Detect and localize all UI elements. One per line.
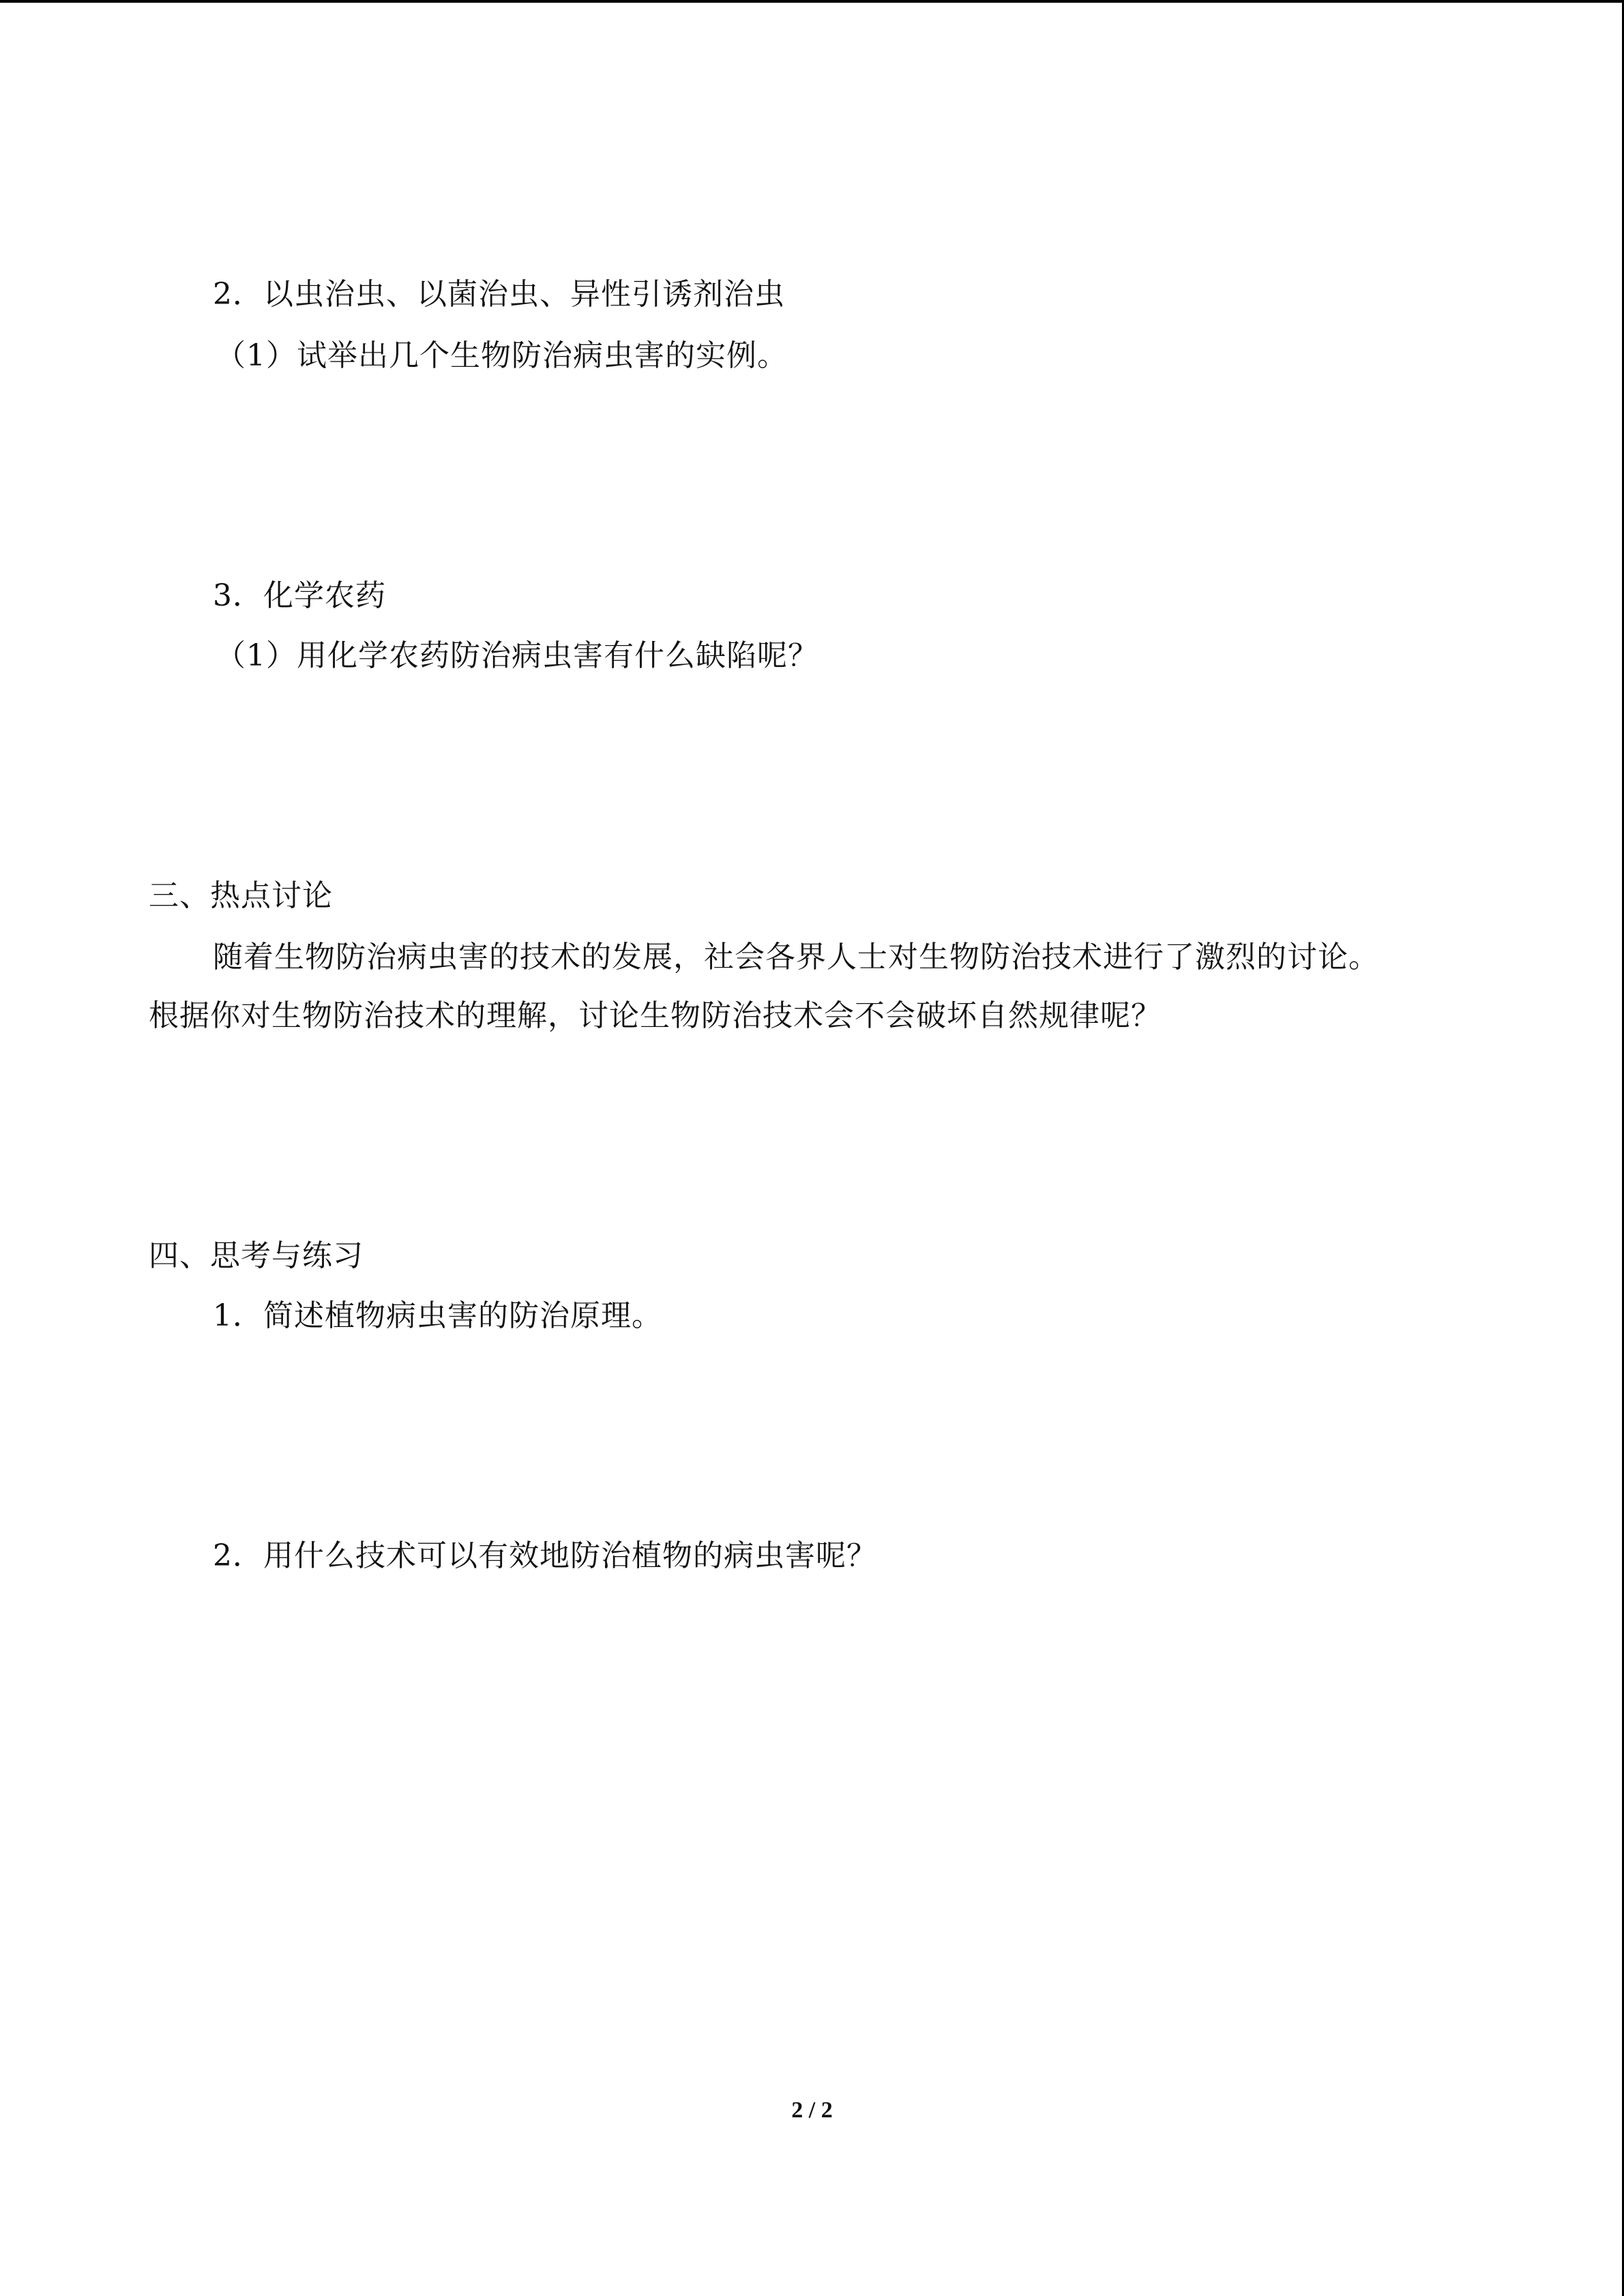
page-number: 2 / 2	[791, 2098, 833, 2123]
section-3-paragraph-line-2: 根据你对生物防治技术的理解，讨论生物防治技术会不会破坏自然规律呢？	[149, 998, 1162, 1033]
section-4-question-2: 2．用什么技术可以有效地防治植物的病虫害呢？	[213, 1538, 877, 1573]
top-border	[0, 0, 1624, 3]
section-3-paragraph-line-1: 随着生物防治病虫害的技术的发展，社会各界人士对生物防治技术进行了激烈的讨论。	[213, 940, 1379, 974]
item-3-title: 3．化学农药	[213, 578, 386, 613]
item-2-title: 2．以虫治虫、以菌治虫、异性引诱剂治虫	[213, 277, 785, 312]
section-3-heading: 三、热点讨论	[149, 878, 333, 913]
item-2-question-1: （1）试举出几个生物防治病虫害的实例。	[216, 338, 788, 373]
section-4-heading: 四、思考与练习	[149, 1238, 364, 1273]
item-3-question-1: （1）用化学农药防治病虫害有什么缺陷呢？	[216, 638, 818, 673]
section-4-question-1: 1．简述植物病虫害的防治原理。	[213, 1298, 662, 1333]
